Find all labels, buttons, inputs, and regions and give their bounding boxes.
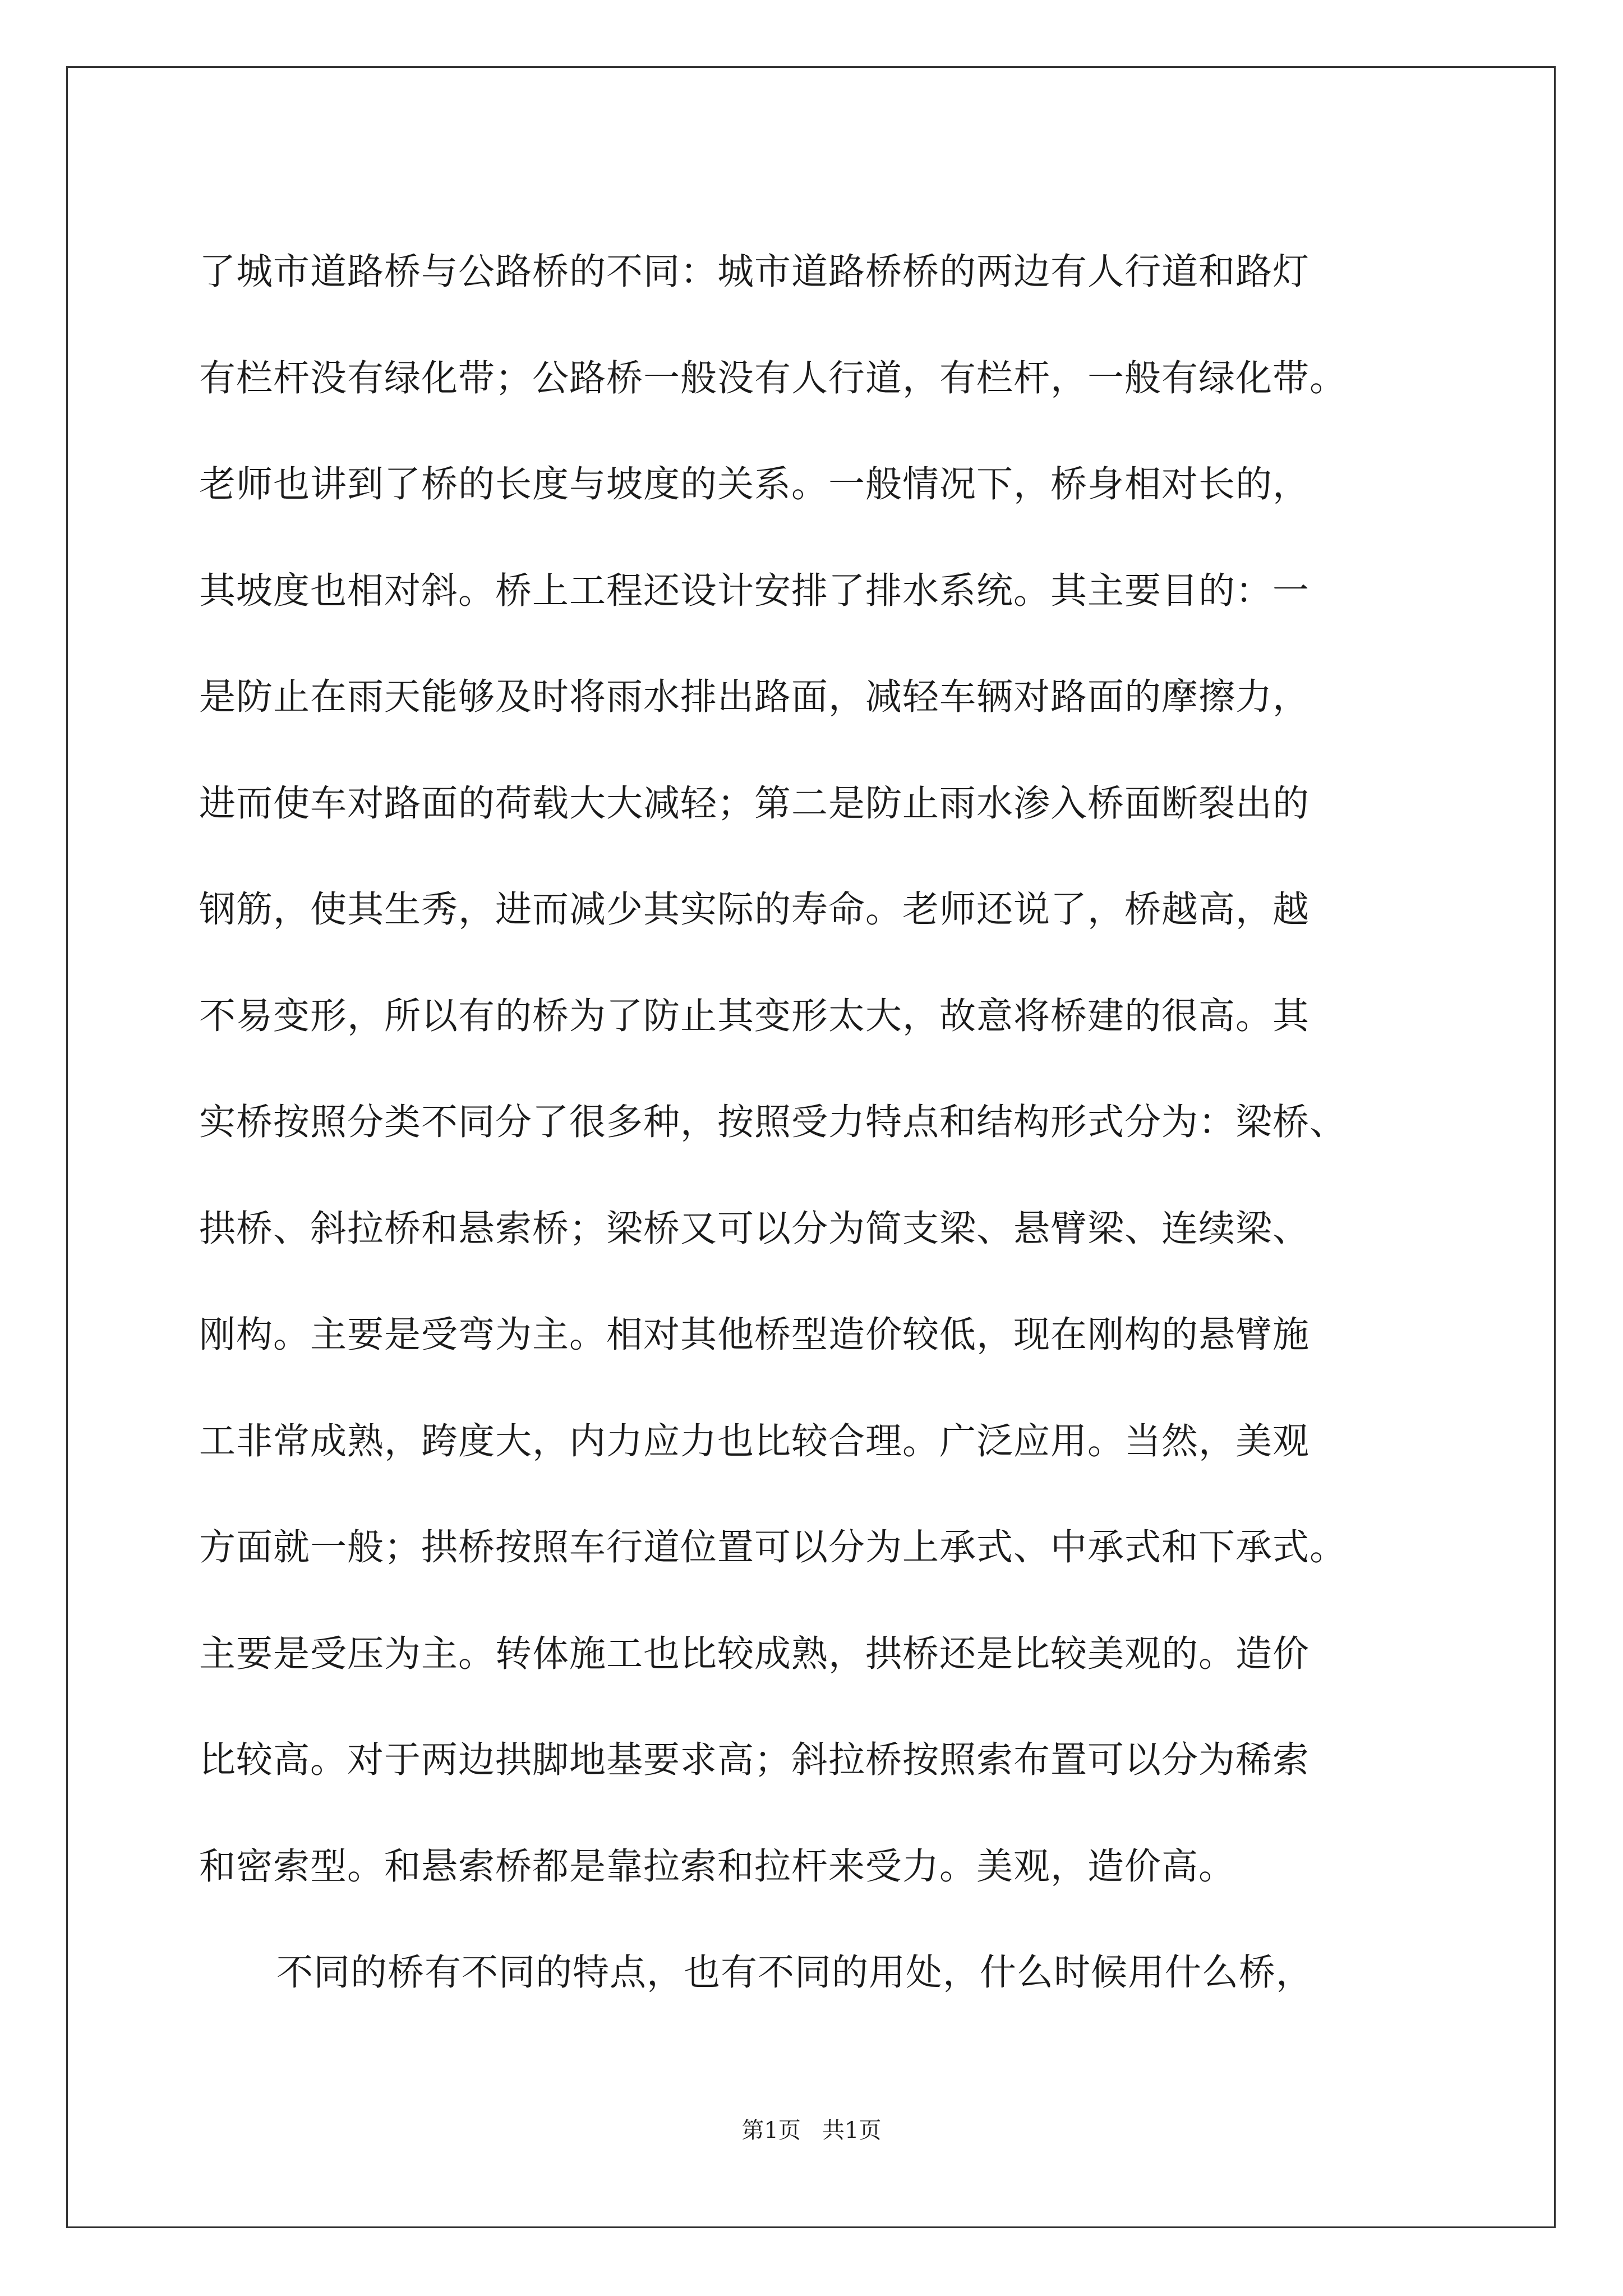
document-body — [199, 219, 1455, 2026]
text-line: 实桥按照分类不同分了很多种，按照受力特点和结构形式分为：梁桥、 — [199, 1101, 1347, 1143]
text-line: 刚构。主要是受弯为主。相对其他桥型造价较低，现在刚构的悬臂施 — [199, 1314, 1310, 1356]
text-line: 钢筋，使其生秀，进而减少其实际的寿命。老师还说了，桥越高，越 — [199, 889, 1310, 931]
text-line: 工非常成熟，跨度大，内力应力也比较合理。广泛应用。当然，美观 — [199, 1420, 1310, 1462]
text-line: 不易变形，所以有的桥为了防止其变形太大，故意将桥建的很高。其 — [199, 995, 1310, 1037]
text-line: 是防止在雨天能够及时将雨水排出路面，减轻车辆对路面的摩擦力， — [199, 676, 1310, 718]
text-line: 老师也讲到了桥的长度与坡度的关系。一般情况下，桥身相对长的， — [199, 463, 1310, 505]
paragraph-start-line: 不同的桥有不同的特点，也有不同的用处，什么时候用什么桥， — [276, 1952, 1313, 1994]
text-line: 进而使车对路面的荷载大大减轻；第二是防止雨水渗入桥面断裂出的 — [199, 782, 1310, 825]
text-line: 拱桥、斜拉桥和悬索桥；梁桥又可以分为简支梁、悬臂梁、连续梁、 — [199, 1207, 1310, 1250]
text-line: 有栏杆没有绿化带；公路桥一般没有人行道，有栏杆，一般有绿化带。 — [199, 357, 1347, 399]
text-line: 了城市道路桥与公路桥的不同：城市道路桥桥的两边有人行道和路灯 — [199, 251, 1310, 293]
text-line: 主要是受压为主。转体施工也比较成熟，拱桥还是比较美观的。造价 — [199, 1632, 1310, 1675]
page-number-footer: 第1页 共1页 — [741, 2118, 882, 2143]
text-line: 和密索型。和悬索桥都是靠拉索和拉杆来受力。美观，造价高。 — [199, 1845, 1236, 1888]
text-line: 其坡度也相对斜。桥上工程还设计安排了排水系统。其主要目的：一 — [199, 569, 1310, 612]
text-line: 比较高。对于两边拱脚地基要求高；斜拉桥按照索布置可以分为稀索 — [199, 1739, 1310, 1781]
text-line: 方面就一般；拱桥按照车行道位置可以分为上承式、中承式和下承式。 — [199, 1526, 1347, 1568]
